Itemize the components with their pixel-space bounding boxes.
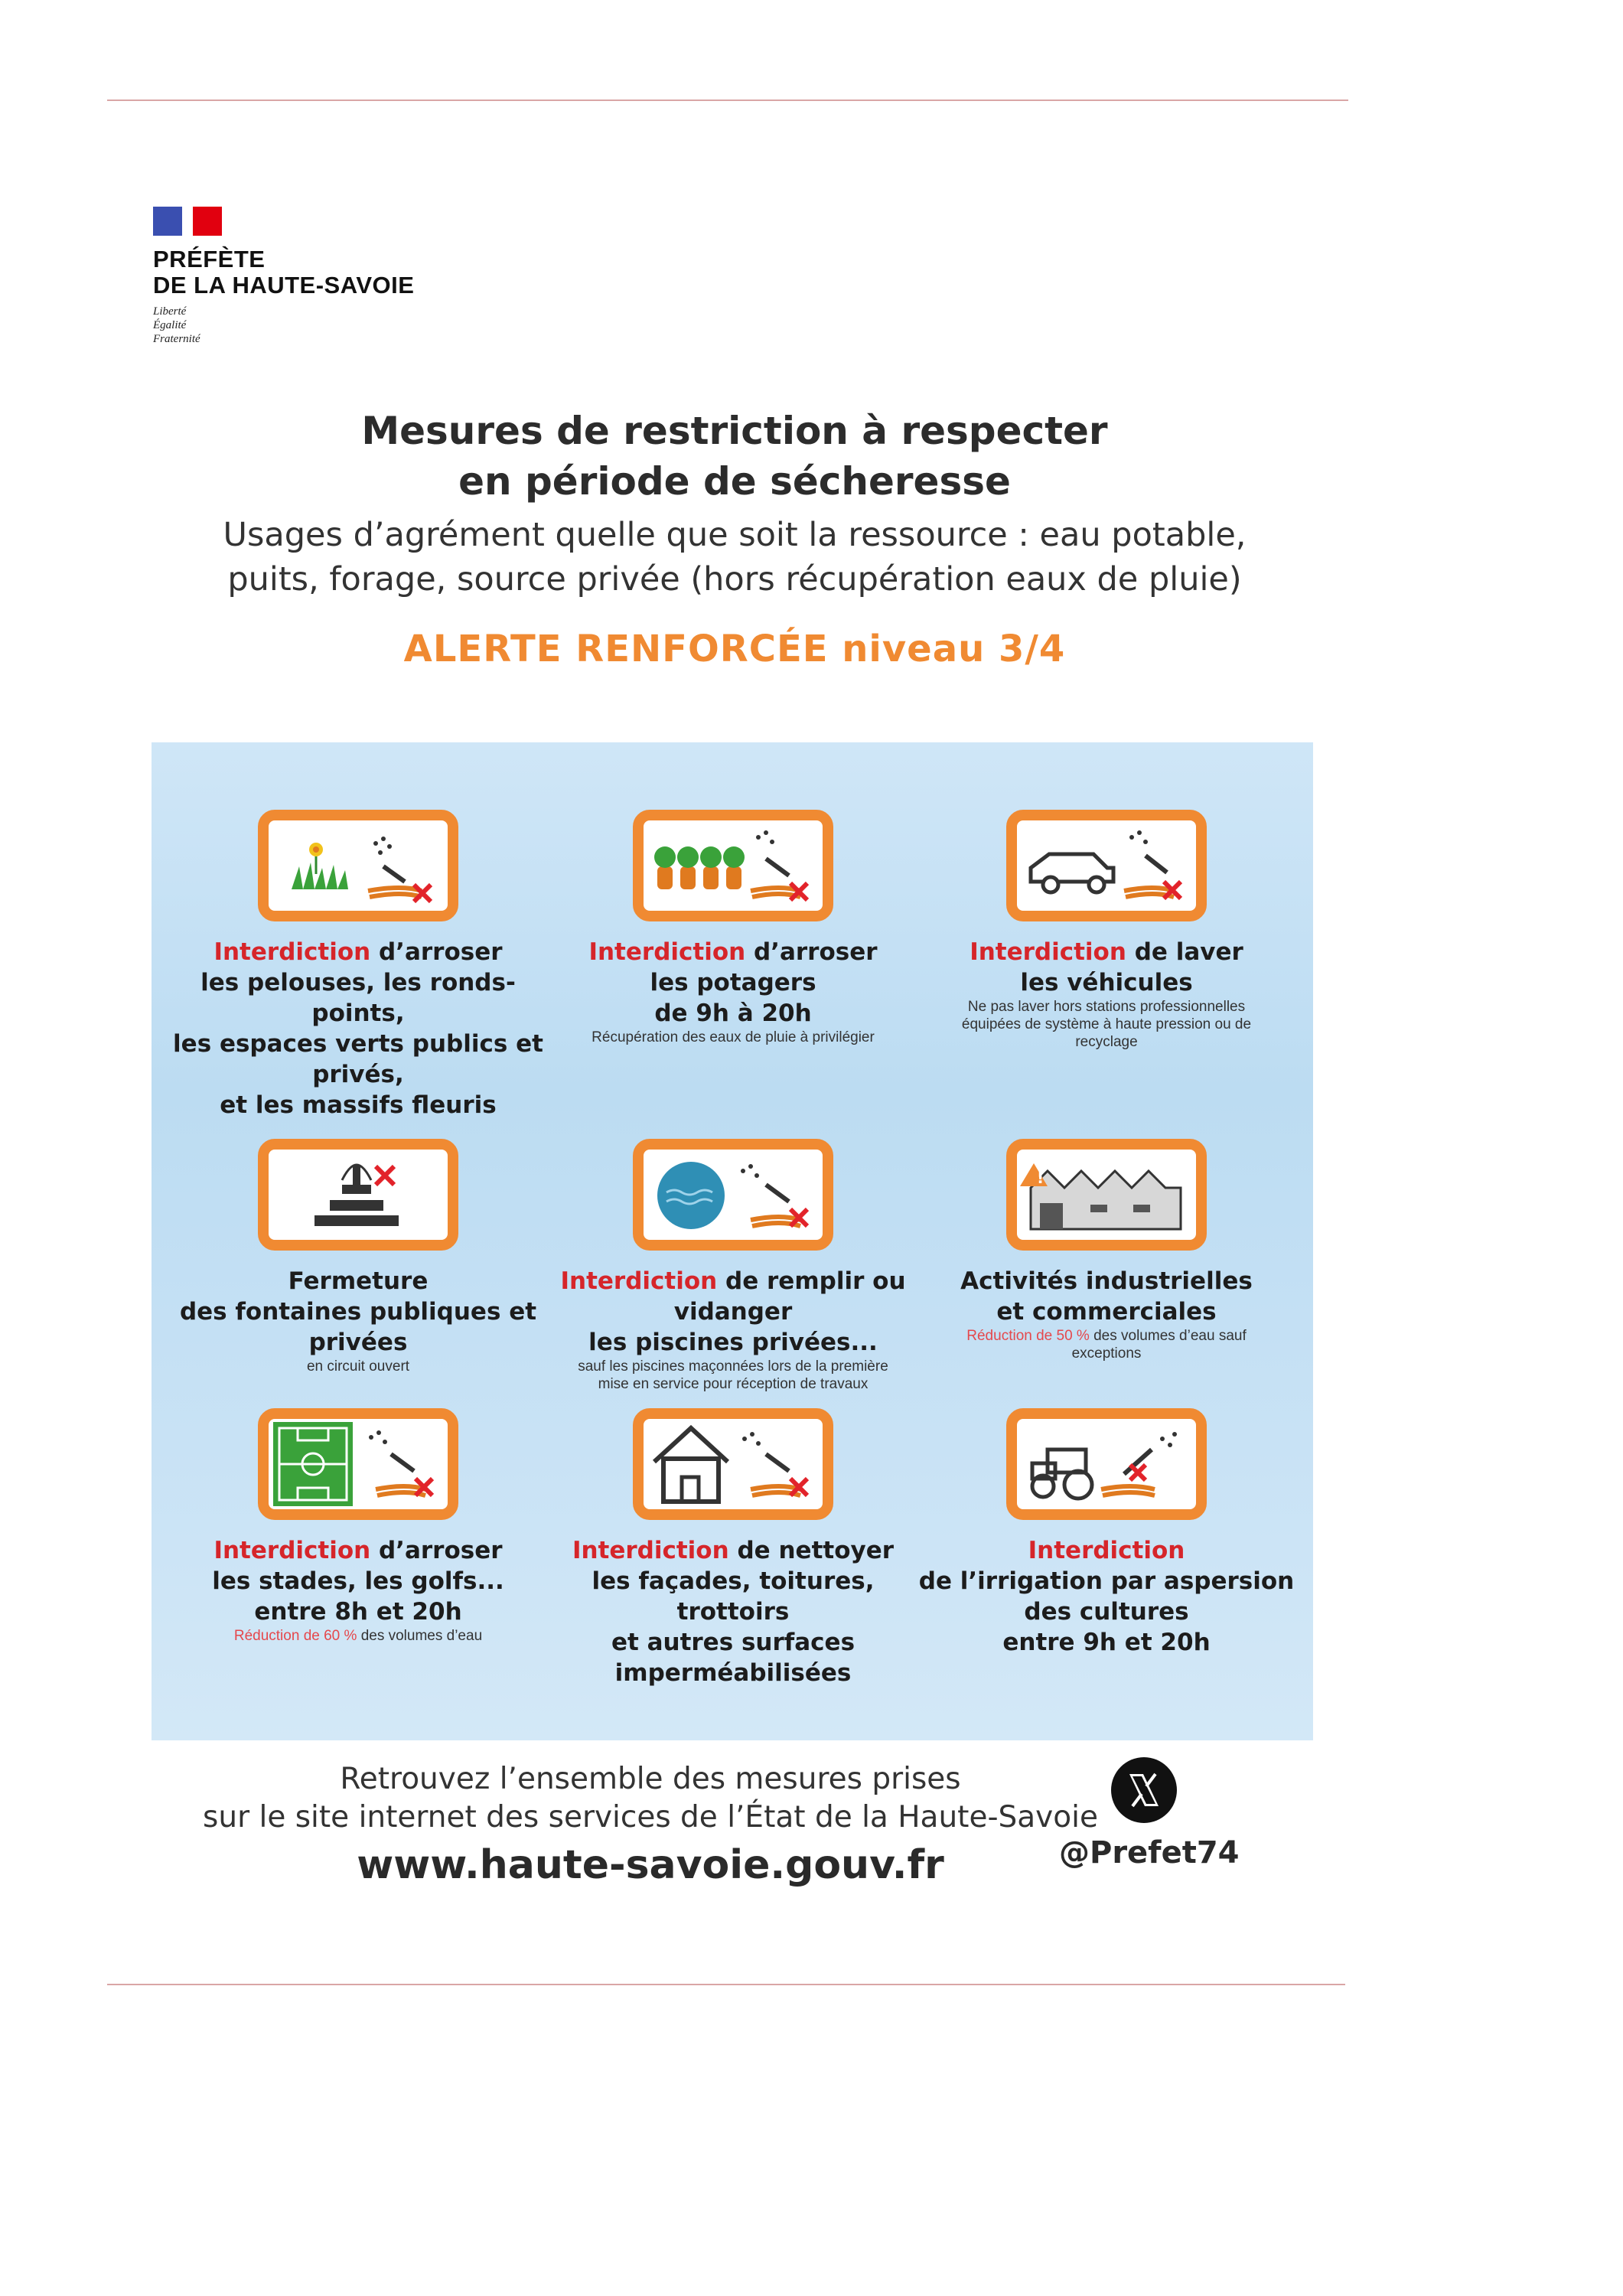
note-rest: des volumes d’eau sauf exceptions <box>1071 1328 1247 1362</box>
measure-fountains <box>167 1139 549 1375</box>
measure-line: des fontaines publiques et privées <box>179 1298 537 1356</box>
measure-lead: d’arroser <box>370 938 503 966</box>
footer-line-2: sur le site internet des services de l’État de la Haute-Savoie <box>203 1800 1098 1835</box>
tractor-irrigation-icon <box>1006 1408 1207 1520</box>
interdiction-label: Interdiction <box>213 938 371 966</box>
motto <box>153 305 474 346</box>
republic-logo-block <box>153 207 474 346</box>
social-handle[interactable]: @Prefet74 <box>1059 1835 1240 1870</box>
top-divider <box>107 99 1348 101</box>
subtitle <box>153 513 1316 602</box>
interdiction-label: Interdiction <box>1028 1537 1185 1564</box>
measure-text <box>915 1266 1298 1362</box>
measure-text <box>167 937 549 1120</box>
measure-line: les façades, toitures, trottoirs <box>592 1567 875 1626</box>
measure-line: de 9h à 20h <box>654 1000 812 1027</box>
measure-lead: de laver <box>1126 938 1243 966</box>
measure-pools <box>542 1139 924 1393</box>
measure-line: et autres surfaces imperméabilisées <box>611 1629 855 1687</box>
measure-text <box>167 1266 549 1375</box>
measure-line: les potagers <box>650 969 816 996</box>
authority-line-2: DE LA HAUTE-SAVOIE <box>153 272 415 298</box>
measure-vegetable-gardens <box>542 810 924 1046</box>
measure-line: les espaces verts publics et privés, <box>173 1030 543 1088</box>
note-reduction: Réduction de 50 % <box>966 1328 1090 1344</box>
measure-line: de l’irrigation par aspersion <box>918 1567 1295 1595</box>
measure-note: Ne pas laver hors stations professionnelles équipées de système à haute pression ou de recyclage <box>961 999 1252 1050</box>
title-line-2: en période de sécheresse <box>458 459 1011 504</box>
measure-stadiums <box>167 1408 549 1645</box>
interdiction-label: Interdiction <box>970 938 1126 966</box>
footer-line-1: Retrouvez l’ensemble des mesures prises <box>340 1762 961 1796</box>
footer <box>153 1760 1148 1892</box>
measure-lead: d’arroser <box>370 1537 503 1564</box>
flowers-lawn-hose-icon <box>258 810 458 921</box>
measure-note <box>915 1327 1298 1362</box>
car-wash-hose-icon <box>1006 810 1207 921</box>
interdiction-label: Interdiction <box>213 1537 371 1564</box>
measure-line: et les massifs fleuris <box>220 1091 497 1119</box>
measure-lead: Activités industrielles <box>960 1267 1253 1295</box>
measure-note: en circuit ouvert <box>306 1358 410 1375</box>
measure-facades <box>542 1408 924 1688</box>
measure-line: les piscines privées... <box>588 1329 878 1356</box>
title-line-1: Mesures de restriction à respecter <box>361 409 1108 453</box>
svg-text:!: ! <box>1037 1169 1045 1187</box>
measure-note: Récupération des eaux de pluie à privilégier <box>592 1029 875 1045</box>
note-reduction: Réduction de 60 % <box>233 1628 357 1644</box>
bottom-divider <box>107 1984 1345 1985</box>
measure-vehicles <box>915 810 1298 1051</box>
interdiction-label: Interdiction <box>572 1537 729 1564</box>
factory-icon <box>1006 1139 1207 1251</box>
measure-irrigation <box>915 1408 1298 1658</box>
measure-text <box>542 1266 924 1393</box>
measure-line: les pelouses, les ronds-points, <box>200 969 516 1027</box>
measure-lead: Fermeture <box>288 1267 429 1295</box>
measure-line: et commerciales <box>996 1298 1217 1326</box>
motto-egalite: Égalité <box>153 319 187 331</box>
measure-line: des cultures <box>1024 1598 1189 1626</box>
interdiction-label: Interdiction <box>588 938 746 966</box>
alert-level: ALERTE RENFORCÉE niveau 3/4 <box>403 628 1066 670</box>
measure-lead: d’arroser <box>745 938 878 966</box>
stadium-hose-icon <box>258 1408 458 1520</box>
measure-lead: de nettoyer <box>728 1537 895 1564</box>
measure-text <box>915 1535 1298 1658</box>
measure-line: les stades, les golfs... <box>212 1567 504 1595</box>
x-logo-icon[interactable] <box>1110 1756 1178 1825</box>
subtitle-line-2: puits, forage, source privée (hors récupération eaux de pluie) <box>227 560 1242 598</box>
measure-lawns <box>167 810 549 1120</box>
measure-text <box>915 937 1298 1051</box>
motto-liberte: Liberté <box>153 305 187 318</box>
measures-panel <box>152 742 1313 1740</box>
note-rest: des volumes d’eau <box>357 1628 483 1644</box>
subtitle-line-1: Usages d’agrément quelle que soit la ressource : eau potable, <box>223 516 1247 554</box>
website-link[interactable]: www.haute-savoie.gouv.fr <box>357 1842 944 1888</box>
title-block <box>153 406 1316 672</box>
measure-line: entre 8h et 20h <box>254 1598 462 1626</box>
marianne-flag-icon <box>153 207 222 236</box>
measure-line: les véhicules <box>1020 969 1193 996</box>
measure-text <box>542 1535 924 1688</box>
measure-line: entre 9h et 20h <box>1002 1629 1211 1656</box>
measure-note <box>167 1627 549 1645</box>
pool-hose-icon <box>633 1139 833 1251</box>
motto-fraternite: Fraternité <box>153 333 200 345</box>
measure-text <box>542 937 924 1046</box>
vegetable-garden-hose-icon <box>633 810 833 921</box>
authority-line-1: PRÉFÈTE <box>153 246 266 272</box>
fountain-icon <box>258 1139 458 1251</box>
measure-lead: de remplir ou vidanger <box>673 1267 906 1326</box>
measure-text <box>167 1535 549 1645</box>
house-cleaning-hose-icon <box>633 1408 833 1520</box>
interdiction-label: Interdiction <box>560 1267 718 1295</box>
measure-industry <box>915 1139 1298 1362</box>
measure-note: sauf les piscines maçonnées lors de la première mise en service pour réception de travaux <box>578 1358 888 1392</box>
